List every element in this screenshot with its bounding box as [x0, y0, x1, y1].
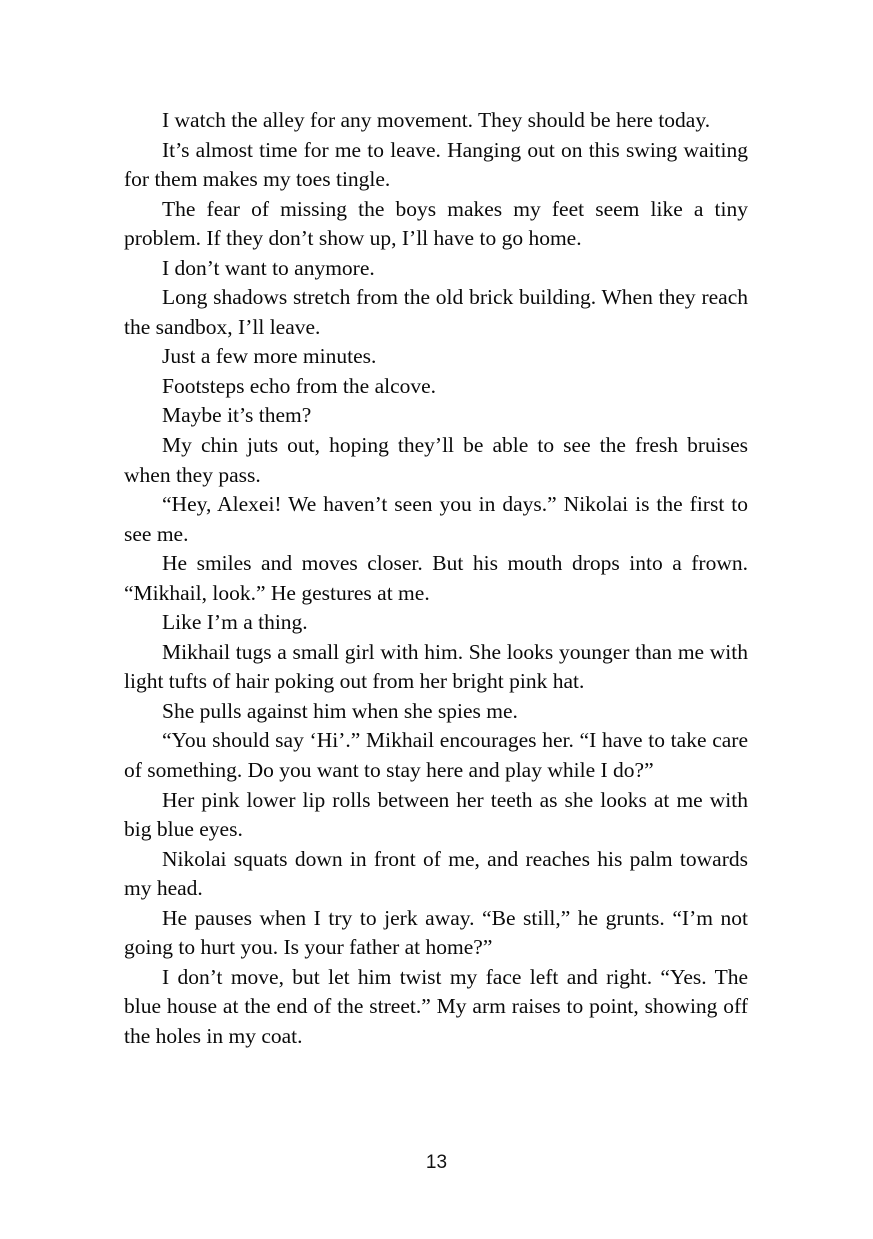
paragraph: Her pink lower lip rolls between her teeth as she looks at me with big blue eyes. — [124, 787, 748, 842]
paragraph: Mikhail tugs a small girl with him. She looks younger than me with light tufts of hair poking out from her bright pink hat. — [124, 639, 748, 694]
page-body — [124, 106, 748, 1052]
paragraph: “Hey, Alexei! We haven’t seen you in days.” Nikolai is the first to see me. — [124, 492, 748, 546]
paragraph: Footsteps echo from the alcove. — [162, 373, 437, 398]
paragraph: Just a few more minutes. — [162, 344, 377, 369]
paragraph: I don’t want to anymore. — [162, 255, 375, 280]
paragraph: She pulls against him when she spies me. — [162, 698, 518, 723]
paragraph: It’s almost time for me to leave. Hanging out on this swing waiting for them makes my toes tingle. — [124, 137, 748, 192]
paragraph: I don’t move, but let him twist my face left and right. “Yes. The blue house at the end of the street.” My arm raises to point, showing off the holes in my coat. — [124, 964, 748, 1048]
page-number: 13 — [425, 1152, 448, 1173]
paragraph: I watch the alley for any movement. They should be here today. — [162, 108, 711, 132]
paragraph: He smiles and moves closer. But his mouth drops into a frown. “Mikhail, look.” He gestures at me. — [124, 551, 748, 605]
paragraph: My chin juts out, hoping they’ll be able to see the fresh bruises when they pass. — [124, 433, 748, 487]
paragraph: Nikolai squats down in front of me, and reaches his palm towards my head. — [124, 846, 748, 901]
paragraph: Maybe it’s them? — [162, 403, 312, 428]
paragraph: Like I’m a thing. — [162, 610, 308, 635]
paragraph: “You should say ‘Hi’.” Mikhail encourages her. “I have to take care of something. Do you want to stay here and play while I do?” — [124, 728, 748, 783]
paragraph: He pauses when I try to jerk away. “Be still,” he grunts. “I’m not going to hurt you. Is your father at home?” — [124, 905, 748, 960]
paragraph: The fear of missing the boys makes my feet seem like a tiny problem. If they don’t show up, I’ll have to go home. — [124, 196, 748, 251]
paragraph: Long shadows stretch from the old brick building. When they reach the sandbox, I’ll leave. — [124, 285, 748, 339]
